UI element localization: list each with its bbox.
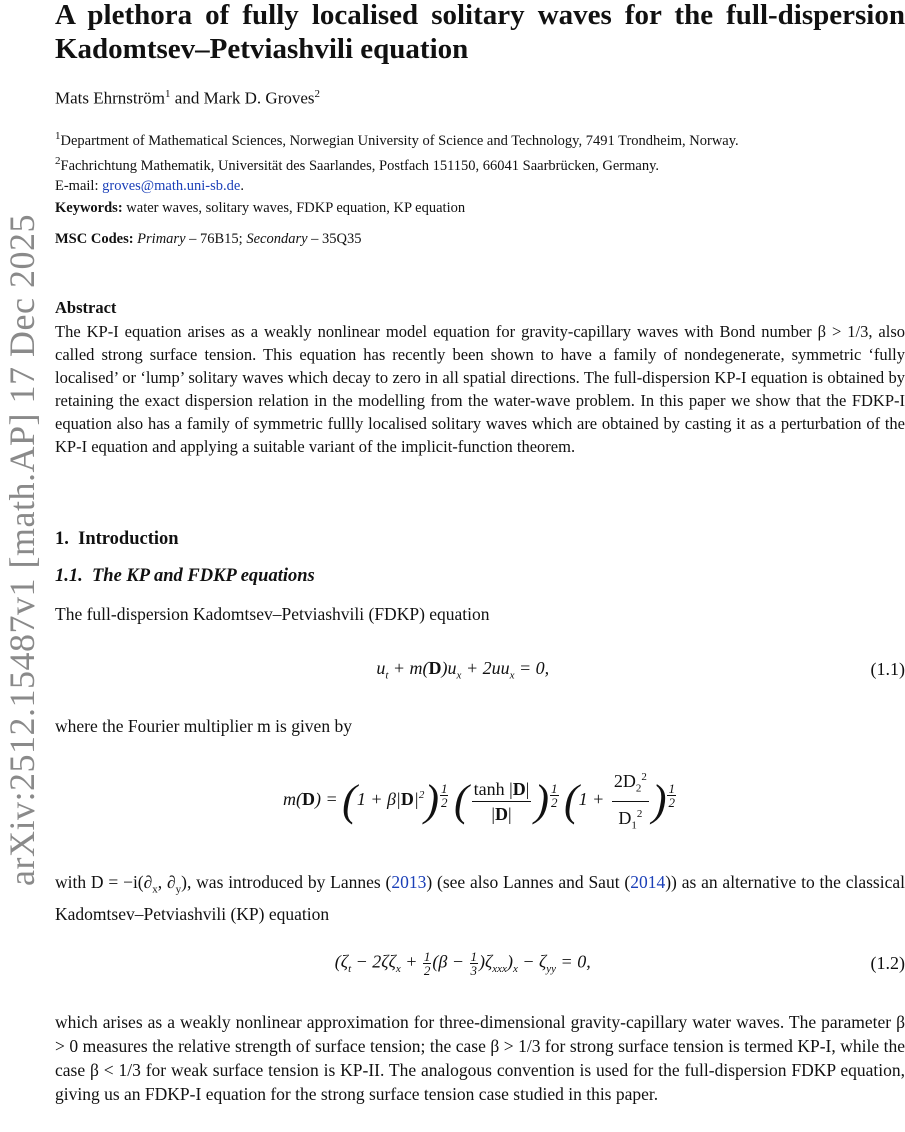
- citation-lannes-saut-2014[interactable]: 2014: [630, 872, 666, 892]
- msc-label: MSC Codes:: [55, 231, 134, 247]
- affiliation-1: [55, 126, 739, 151]
- abstract-heading: Abstract: [55, 298, 117, 317]
- section-title: Introduction: [78, 529, 179, 549]
- msc-primary: – 76B15;: [185, 231, 247, 247]
- affiliation-2-text: Fachrichtung Mathematik, Universität des Saarlandes, Postfach 151150, 66041 Saarbrücken, Germany.: [60, 157, 660, 174]
- author-line: [55, 88, 320, 109]
- arxiv-side-identifier: [0, 160, 44, 940]
- equation-1-1: [55, 658, 905, 682]
- keywords: [55, 200, 465, 217]
- subsection-title: The KP and FDKP equations: [92, 566, 315, 586]
- equation-1-2-label: (1.2): [870, 953, 905, 973]
- section-heading: [55, 529, 179, 550]
- abstract-text: The KP-I equation arises as a weakly nonlinear model equation for gravity-capillary waves with Bond number β > 1/3, also called strong surface tension. This equation has recently been shown to have a family of nondegenerate, symmetric ‘fully localised’ or ‘lump’ solitary waves which decay to zero in all spatial directions. The full-dispersion KP-I equation is obtained by retaining the exact dispersion relation in the modelling from the water-wave problem. In this paper we show that the FDKP-I equation also has a family of symmetric fullly localised solitary waves which are obtained by casting it as a perturbation of the KP-I equation and applying a suitable variant of the implicit-function theorem.: [55, 322, 905, 456]
- author-2: Mark D. Groves: [203, 88, 315, 108]
- citation-lannes-2013[interactable]: 2013: [391, 872, 427, 892]
- subsection-heading: [55, 566, 315, 587]
- paragraph-3-part-a: with D = −i(∂: [55, 872, 153, 892]
- paragraph-2: where the Fourier multiplier m is given by: [55, 716, 352, 736]
- paragraph-4: which arises as a weakly nonlinear approximation for three-dimensional gravity-capillary water waves. The parameter β > 0 measures the relative strength of surface tension; the case β > 1/3 for strong surface tension is termed KP-I, while the case β < 1/3 for weak surface tension is KP-II. The analogous convention is used for the full-dispersion FDKP equation, giving us an FDKP-I equation for the strong surface tension case studied in this paper.: [55, 1012, 905, 1104]
- email-line: [55, 176, 739, 196]
- subsection-number: 1.1.: [55, 566, 83, 586]
- author-connector: and: [170, 88, 204, 108]
- email-trail: .: [240, 177, 244, 194]
- section-number: 1.: [55, 529, 69, 549]
- affiliation-1-text: Department of Mathematical Sciences, Norwegian University of Science and Technology, 7491 Trondheim, Norway.: [60, 132, 739, 149]
- equation-multiplier-body: $m(D) = (1 + \beta|D|^2)$ $^{\frac{1}{2}}$ ( $\frac{\tanh |D|}{|D|}$ ) $^{\frac{1}{2}}$ (1 + $\frac{2D_2^2}{D_1^2}$ ) $^{\frac{1}{2}}$: [55, 765, 905, 837]
- msc-secondary-label: Secondary: [246, 231, 308, 247]
- arxiv-id-text: arXiv:2512.15487v1 [math.AP] 17 Dec 2025: [2, 214, 42, 886]
- keywords-label: Keywords:: [55, 200, 123, 216]
- email-label: E-mail:: [55, 177, 103, 194]
- msc-primary-label: Primary: [137, 231, 186, 247]
- author-1-mark: 1: [165, 88, 171, 100]
- equation-multiplier: [55, 766, 905, 836]
- equation-1-2-body: ($\zeta_t - 2\zeta\zeta_x$ + $\frac{1}{2}$ (β − $\frac{1}{3}$ )$\zeta_{xxx})_x - \zeta_{yy} = 0$,: [334, 949, 591, 978]
- msc-codes: [55, 231, 362, 248]
- paragraph-3-part-c: ) (see also Lannes and Saut (: [426, 872, 631, 892]
- affiliation-1-mark: 1: [55, 130, 61, 142]
- affiliation-2-mark: 2: [55, 154, 61, 167]
- equation-1-1-label: (1.1): [870, 659, 905, 680]
- affiliation-2: [55, 151, 739, 176]
- author-1: Mats Ehrnström: [55, 88, 166, 108]
- paragraph-3-part-d: )) as an alternative to the classical Kadomtsev–Petviashvili (KP) equation: [55, 872, 905, 924]
- paragraph-3: with $D = -i(\partial_x$, $\partial_y$), was introduced by Lannes (2013) (see also Lannes and Saut (2014)) as an alternative to the classical Kadomtsev–Petviashvili (KP) equation: [55, 872, 905, 924]
- paper-title: A plethora of fully localised solitary waves for the full-dispersion Kadomtsev–Petviashvili equation: [55, 0, 905, 65]
- email-link[interactable]: groves@math.uni-sb.de: [102, 177, 241, 194]
- author-2-mark: 2: [314, 88, 321, 100]
- affiliations: [55, 126, 739, 196]
- keywords-text: water waves, solitary waves, FDKP equation, KP equation: [122, 200, 466, 216]
- msc-secondary: – 35Q35: [307, 231, 362, 247]
- equation-1-1-body: $u_t + m(D)u_x + 2uu_x = 0$,: [376, 658, 550, 682]
- paragraph-3-part-b: ), was introduced by Lannes (: [181, 872, 392, 892]
- paragraph-1: The full-dispersion Kadomtsev–Petviashvili (FDKP) equation: [55, 604, 490, 624]
- equation-1-2: [55, 950, 905, 977]
